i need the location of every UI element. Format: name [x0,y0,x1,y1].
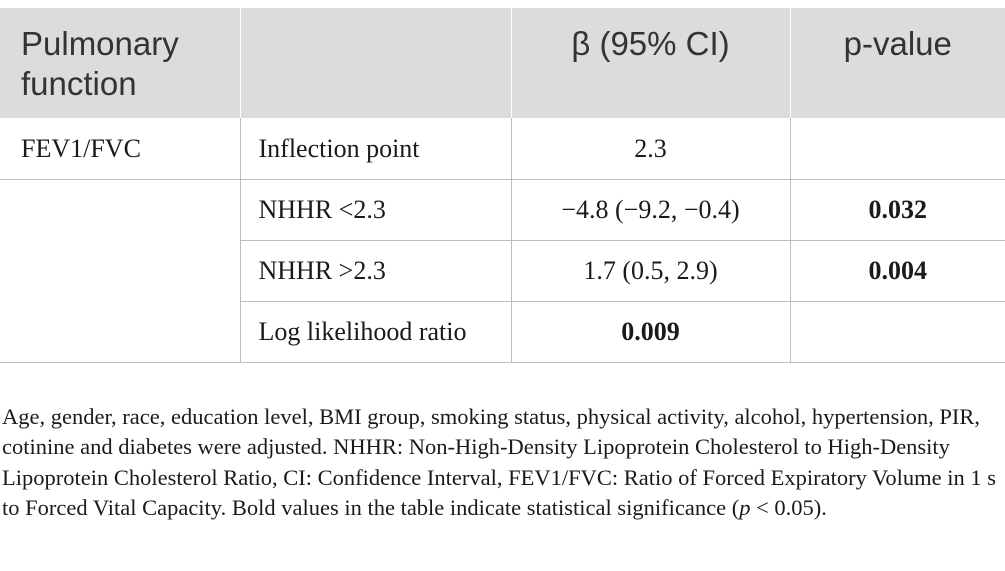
cell-p [790,118,1005,180]
cell-outcome [0,180,240,241]
table-header [0,8,1005,118]
header-p-value: p-value [843,25,952,62]
table-body [0,118,1005,363]
results-table [0,8,1005,363]
cell-beta: −4.8 (−9.2, −0.4) [511,180,790,241]
table-row [0,118,1005,180]
cell-term: Inflection point [240,118,511,180]
header-blank [240,8,511,118]
footnote-p-symbol: p [739,495,751,520]
header-pulmonary-function: Pulmonary function [0,8,240,118]
cell-term: NHHR <2.3 [240,180,511,241]
cell-outcome: FEV1/FVC [0,118,240,180]
cell-beta: 2.3 [511,118,790,180]
cell-p: 0.004 [790,241,1005,302]
cell-term: NHHR >2.3 [240,241,511,302]
cell-outcome [0,241,240,302]
cell-beta: 1.7 (0.5, 2.9) [511,241,790,302]
footnote-main: Age, gender, race, education level, BMI group, smoking status, physical activity, alcohol, hypertension, PIR, cotinine and diabetes were adjusted. NHHR: Non-High-Density Lipoprotein Cholesterol to High-Density Lipoprotein Cholesterol Ratio, CI: Confidence Interval, FEV1/FVC: Ratio of Forced Expiratory Volume in 1 s to Forced Vital Capacity. Bold values in the table indicate statistical significance ( [2,403,997,520]
cell-beta: 0.009 [511,302,790,363]
cell-p [790,302,1005,363]
table-row [0,241,1005,302]
cell-outcome [0,302,240,363]
header-row [0,8,1005,118]
table-row [0,180,1005,241]
cell-term: Log likelihood ratio [240,302,511,363]
cell-p: 0.032 [790,180,1005,241]
table-row [0,302,1005,363]
header-beta-ci: β (95% CI) [511,8,790,118]
table-footnote [2,402,1002,524]
footnote-tail: < 0.05). [750,495,827,520]
results-table-container [0,8,1005,363]
